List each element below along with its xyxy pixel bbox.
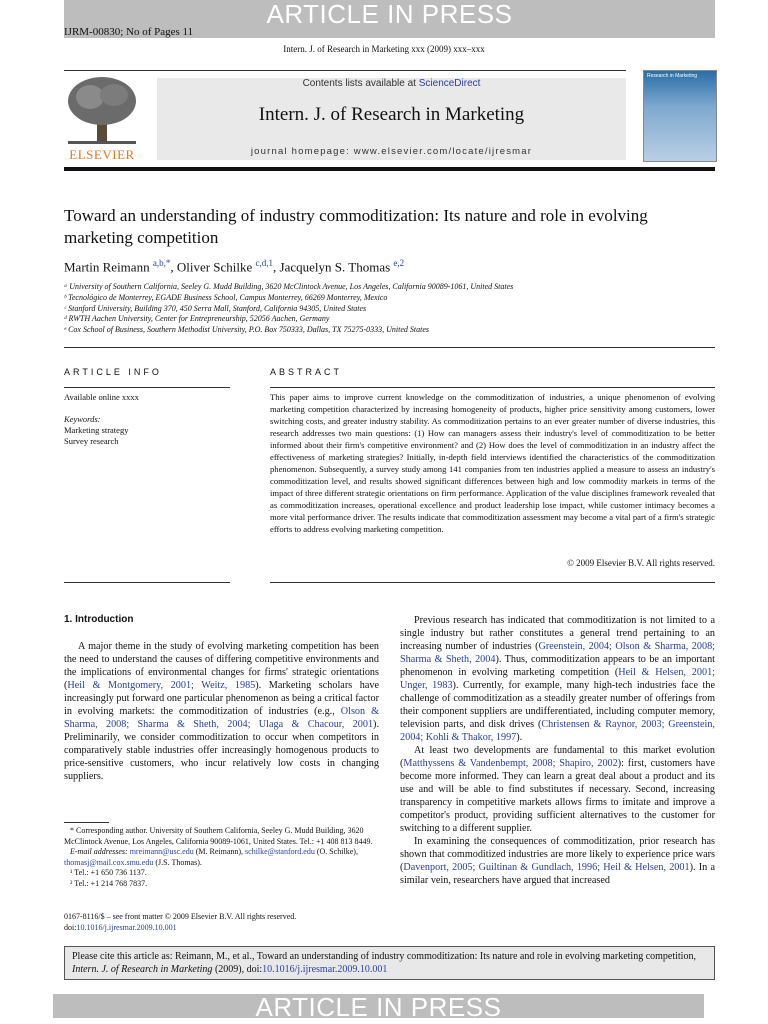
article-info-rule [64, 387, 230, 388]
keyword: Marketing strategy [64, 425, 129, 435]
paragraph [400, 835, 715, 887]
journal-cover-title: Research in Marketing [647, 73, 698, 79]
citation-link[interactable]: Davenport, 2005; Guiltinan & Gundlach, 1996; Heil & Helsen, 2001 [403, 862, 690, 873]
paragraph-text: ). Preliminarily, we consider commoditization to occur when competitors in comparatively stable industries offer increasingly homogenous products to price-sensitive customers, who incur relatively low costs in changing suppliers. [64, 719, 379, 782]
front-matter [64, 911, 379, 933]
author-affil-sup[interactable]: a,b,* [152, 258, 171, 268]
email-addresses [64, 847, 379, 868]
paragraph-text: Previous research has indicated that commoditization is not limited to a single industry but rather constitutes a general trend pertaining to an increasing number of industries ( [400, 615, 715, 652]
footnote-tel: ² Tel.: +1 214 768 7837. [70, 878, 148, 888]
contents-prefix: Contents lists available at [302, 78, 419, 89]
author-affil-sup[interactable]: c,d,1 [255, 258, 274, 268]
citation-doi-link[interactable]: 10.1016/j.ijresmar.2009.10.001 [262, 964, 388, 975]
article-info-rule-bottom [64, 582, 230, 583]
body-column-right [400, 614, 715, 887]
paragraph-text: A major theme in the study of evolving marketing competition has been the need to understand the causes of differing competitive environments and the implications of environmental changes for firms' strategic orientations ( [64, 641, 379, 691]
email-owner: (M. Reimann), [193, 847, 246, 856]
author-affil-sup[interactable]: e,2 [393, 258, 405, 268]
paragraph [64, 640, 379, 783]
email-link[interactable]: mreimann@usc.edu [129, 847, 194, 856]
article-title: Toward an understanding of industry commoditization: Its nature and role in evolving marketing competition [64, 206, 648, 247]
paragraph-text: At least two developments are fundamental to this market evolution ( [400, 745, 715, 769]
section-rule [64, 347, 715, 348]
email-link[interactable]: thomasj@mail.cox.smu.edu [64, 857, 154, 867]
affiliation: ᵈ RWTH Aachen University, Center for Entrepreneurship, 52056 Aachen, Germany [64, 314, 330, 324]
citation-box [64, 946, 715, 980]
author-list: Martin Reimann $^{a,b,*}$, Oliver Schilke $^{c,d,1}$, Jacquelyn S. Thomas $^{e,2}$ [64, 258, 405, 275]
paragraph-text: ). Thus, commoditization appears to be an important phenomenon in evolving marketing competition ( [400, 654, 716, 678]
email-label: E-mail addresses: [70, 847, 128, 856]
doi-label: doi: [64, 923, 77, 932]
citation-link[interactable]: Matthyssens & Vandenbempt, 2008; Shapiro, 2002 [403, 758, 618, 769]
paragraph-text: In examining the consequences of commoditization, prior research has shown that commoditized industries are more likely to experience price wars ( [400, 836, 715, 873]
affiliation: ᵇ Tecnológico de Monterrey, EGADE Business School, Campus Monterrey, 66269 Monterrey, Mexico [64, 292, 388, 302]
corresponding-author-note: * Corresponding author. University of Southern California, Seeley G. Mudd Building, 3620 McClintock Avenue, Los Angeles, California 90089-1061, United States. Tel.: +1 408 813 8449. [64, 826, 373, 846]
citation-link[interactable]: Christensen & Raynor, 2003; Greenstein, 2004; Kohli & Thakor, 1997 [400, 719, 715, 743]
article-in-press-banner-top: ARTICLE IN PRESS [64, 0, 715, 38]
doi-line [64, 922, 379, 933]
article-info [64, 392, 230, 447]
sciencedirect-link[interactable]: ScienceDirect [418, 78, 481, 89]
header-rule [64, 70, 626, 71]
abstract-copyright: © 2009 Elsevier B.V. All rights reserved. [567, 558, 715, 568]
affiliations [64, 282, 714, 336]
article-in-press-banner-bottom: ARTICLE IN PRESS [53, 994, 704, 1018]
footnotes [64, 826, 379, 889]
journal-title: Intern. J. of Research in Marketing [258, 104, 525, 125]
manuscript-id: IJRM-00830; No of Pages 11 [64, 26, 194, 38]
email-owner: (O. Schilke), [314, 847, 358, 856]
paragraph [400, 744, 715, 835]
footnote-rule [64, 822, 109, 823]
citation-journal: Intern. J. of Research in Marketing [72, 964, 213, 975]
abstract-heading: ABSTRACT [270, 367, 343, 377]
keyword: Survey research [64, 436, 119, 446]
elsevier-tree-logo [64, 75, 140, 147]
author-name: Oliver Schilke [176, 259, 253, 275]
citation-prefix: Please cite this article as: Reimann, M., et al., Toward an understanding of industry commoditization: Its nature and role in evolving marketing competition, [72, 951, 696, 962]
abstract-text: This paper aims to improve current knowledge on the commoditization of industries, a unique phenomenon of evolving marketing competition characterized by increasing homogeneity of products, higher price sensitivity among customers, lower switching costs, and greater industry stability. As commoditization pertains to an ever greater number of diverse industries, this research addresses two main questions: (1) How can managers assess their industry's level of commoditization to be better informed about their firm's competitive environment? and (2) How does the level of commoditization in an industry affect the effectiveness of marketing strategies? Initially, in-depth field interviews identified the characteristics of the commoditization phenomenon. Subsequently, a survey study among 141 companies from ten industries applied a measure to assess an industry's commoditization level, and results showed significant differences between high and low commodity markets in terms of the impact of three different strategic orientations on firm performance. Application of the value disciplines framework revealed that as commoditization increases, operational excellence and product leadership lose impact, while customer intimacy becomes a more vital performance driver. The results indicate that commoditization assessment may become a vital part of a firm's strategic efforts to address evolving marketing competition. [270, 392, 715, 534]
issn-line: 0167-8116/$ – see front matter © 2009 Elsevier B.V. All rights reserved. [64, 912, 297, 921]
contents-line [157, 78, 626, 89]
paragraph-text: ). Currently, for example, many high-tech industries face the challenge of commoditization as a steadily greater number of offerings from their component suppliers are undifferentiated, including computer memory, television parts, and disk drives ( [400, 680, 715, 730]
body-column-left [64, 640, 379, 783]
paragraph-text: ). [516, 732, 523, 743]
author-name: Martin Reimann [64, 259, 150, 275]
section-heading-introduction: 1. Introduction [64, 614, 134, 625]
citation-suffix: (2009), doi: [212, 964, 263, 975]
paragraph-text: ). In a similar vein, researchers have argued that increased [400, 862, 715, 886]
keywords-label: Keywords: [64, 414, 101, 424]
footnote-tel: ¹ Tel.: +1 650 736 1137. [70, 868, 147, 877]
elsevier-wordmark: ELSEVIER [69, 147, 135, 162]
affiliation: ᶜ Stanford University, Building 370, 450 Serra Mall, Stanford, California 94305, United States [64, 303, 367, 313]
citation-link[interactable]: Heil & Montgomery, 2001; Weitz, 1985 [67, 680, 256, 691]
article-info-heading: ARTICLE INFO [64, 367, 162, 377]
paragraph-text: ): first, customers have become more informed. They can learn a great deal about a product and its use and will be able to find substitutes if necessary. Second, increasing transparency in competitive markets allows firms to imitate and improve a competitor's product, providing sufficient alternatives to the customer for switching to a different supplier. [400, 758, 716, 834]
journal-cover-image [643, 70, 717, 162]
journal-citation-line: Intern. J. of Research in Marketing xxx (2009) xxx–xxx [283, 44, 485, 54]
affiliation: ᵃ University of Southern California, Seeley G. Mudd Building, 3620 McClintock Avenue, Los Angeles, California 90089-1061, United States [64, 282, 514, 291]
available-online: Available online xxxx [64, 392, 139, 402]
citation-link[interactable]: Heil & Helsen, 2001; Unger, 1983 [400, 667, 715, 691]
email-link[interactable]: schilke@stanford.edu [245, 847, 315, 856]
affiliation: ᵉ Cox School of Business, Southern Methodist University, P.O. Box 750333, Dallas, TX 75275-0333, United States [64, 325, 430, 335]
abstract-rule-bottom [270, 582, 715, 583]
journal-homepage[interactable]: journal homepage: www.elsevier.com/locate/ijresmar [250, 146, 533, 157]
paragraph [400, 614, 715, 744]
citation-link[interactable]: Greenstein, 2004; Olson & Sharma, 2008; Sharma & Sheth, 2004 [400, 641, 715, 665]
abstract-rule [270, 387, 715, 388]
author-name: Jacquelyn S. Thomas [279, 259, 391, 275]
header-thick-rule [64, 167, 715, 171]
citation-link[interactable]: Olson & Sharma, 2008; Sharma & Sheth, 2004; Ulaga & Chacour, 2001 [64, 706, 379, 730]
email-owner: (J.S. Thomas). [153, 857, 202, 867]
doi-link[interactable]: 10.1016/j.ijresmar.2009.10.001 [76, 923, 177, 932]
paragraph-text: ). Marketing scholars have increasingly put forward one particular phenomenon as being a critical factor in evolving markets: the commoditization of industries (e.g., [64, 680, 379, 717]
